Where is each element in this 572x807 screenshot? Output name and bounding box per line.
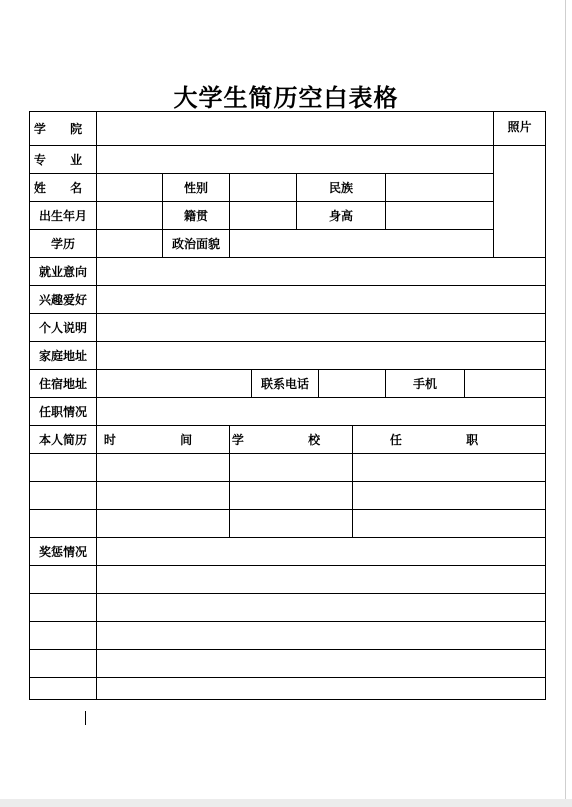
field-birth[interactable]	[97, 202, 163, 230]
label-birth: 出生年月	[30, 202, 97, 230]
label-self-intro: 个人说明	[30, 314, 97, 342]
label-residence: 住宿地址	[30, 370, 97, 398]
history-row-label	[30, 510, 97, 538]
field-self-intro[interactable]	[97, 314, 546, 342]
label-college: 学 院	[30, 112, 97, 146]
label-native-place: 籍贯	[163, 202, 230, 230]
history-role-cell[interactable]	[353, 454, 546, 482]
field-name[interactable]	[97, 174, 163, 202]
header-school: 学 校	[230, 426, 353, 454]
label-education: 学历	[30, 230, 97, 258]
history-school-cell[interactable]	[230, 454, 353, 482]
blank-row-label	[30, 566, 97, 594]
label-history: 本人简历	[30, 426, 97, 454]
header-time: 时 间	[97, 426, 230, 454]
field-education[interactable]	[97, 230, 163, 258]
blank-row-field[interactable]	[97, 594, 546, 622]
history-time-cell[interactable]	[97, 482, 230, 510]
history-time-cell[interactable]	[97, 510, 230, 538]
label-awards: 奖惩情况	[30, 538, 97, 566]
field-ethnicity[interactable]	[386, 174, 494, 202]
page-bottom-strip	[0, 799, 572, 807]
history-role-cell[interactable]	[353, 482, 546, 510]
page-title: 大学生简历空白表格	[173, 84, 399, 112]
blank-row-label	[30, 650, 97, 678]
label-ethnicity: 民族	[297, 174, 386, 202]
field-political-status[interactable]	[230, 230, 494, 258]
history-time-cell[interactable]	[97, 454, 230, 482]
blank-row-field[interactable]	[97, 622, 546, 650]
history-school-cell[interactable]	[230, 482, 353, 510]
label-job-intention: 就业意向	[30, 258, 97, 286]
text-cursor	[85, 711, 86, 725]
resume-form-table	[29, 111, 546, 700]
field-contact-phone[interactable]	[319, 370, 386, 398]
label-positions: 任职情况	[30, 398, 97, 426]
field-major[interactable]	[97, 146, 494, 174]
field-residence[interactable]	[97, 370, 252, 398]
label-home-address: 家庭地址	[30, 342, 97, 370]
photo-area[interactable]	[494, 146, 546, 258]
blank-row-label	[30, 678, 97, 700]
blank-row-label	[30, 622, 97, 650]
blank-row-field[interactable]	[97, 650, 546, 678]
history-school-cell[interactable]	[230, 510, 353, 538]
history-role-cell[interactable]	[353, 510, 546, 538]
header-role: 任 职	[353, 426, 546, 454]
field-mobile[interactable]	[465, 370, 546, 398]
label-photo: 照片	[494, 112, 546, 146]
field-job-intention[interactable]	[97, 258, 546, 286]
history-row-label	[30, 482, 97, 510]
label-gender: 性别	[163, 174, 230, 202]
field-positions[interactable]	[97, 398, 546, 426]
blank-row-field[interactable]	[97, 566, 546, 594]
page-edge	[565, 0, 566, 807]
field-hobbies[interactable]	[97, 286, 546, 314]
field-home-address[interactable]	[97, 342, 546, 370]
label-major: 专 业	[30, 146, 97, 174]
label-contact-phone: 联系电话	[252, 370, 319, 398]
field-native-place[interactable]	[230, 202, 297, 230]
history-row-label	[30, 454, 97, 482]
field-gender[interactable]	[230, 174, 297, 202]
field-college[interactable]	[97, 112, 494, 146]
field-height[interactable]	[386, 202, 494, 230]
blank-row-field[interactable]	[97, 678, 546, 700]
label-height: 身高	[297, 202, 386, 230]
label-political-status: 政治面貌	[163, 230, 230, 258]
blank-row-label	[30, 594, 97, 622]
field-awards[interactable]	[97, 538, 546, 566]
label-mobile: 手机	[386, 370, 465, 398]
label-hobbies: 兴趣爱好	[30, 286, 97, 314]
label-name: 姓 名	[30, 174, 97, 202]
